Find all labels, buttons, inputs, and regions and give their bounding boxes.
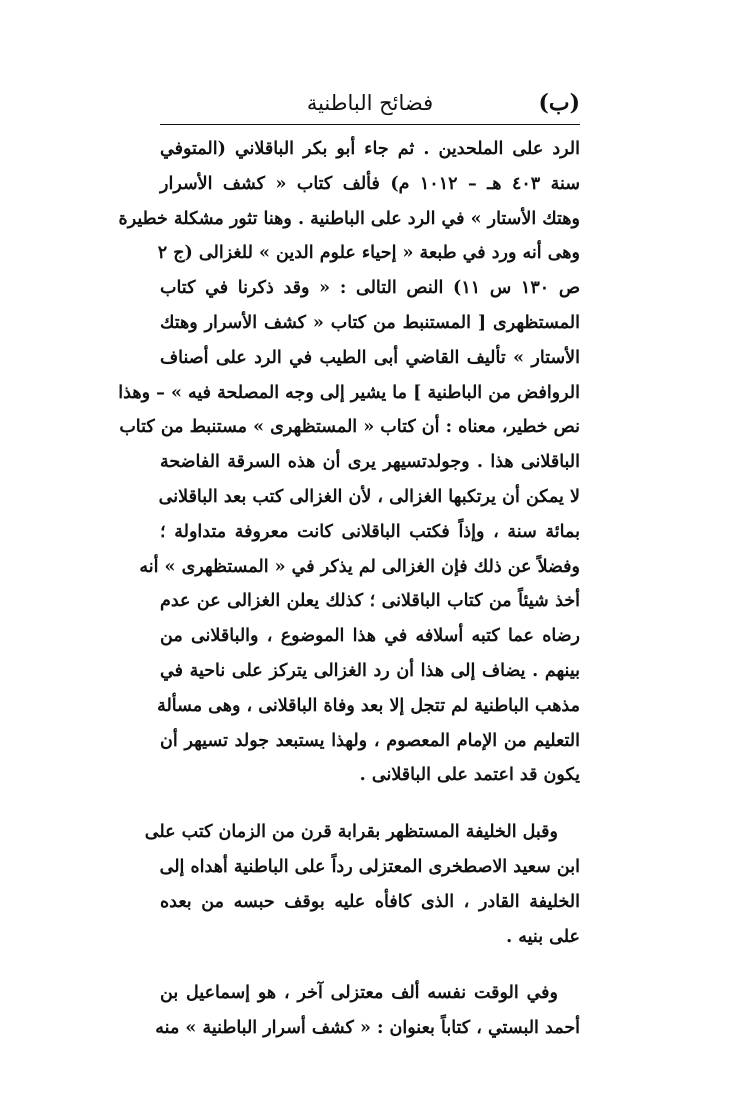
running-head (160, 86, 580, 120)
text-line: أخذ شيئاً من كتاب الباقلانى ؛ كذلك يعلن الغزالى عن عدم (160, 591, 580, 612)
header-rule (160, 124, 580, 125)
paragraph-gap (160, 954, 580, 976)
text-line: بمائة سنة ، وإذاً فكتب الباقلانى كانت معروفة متداولة ؛ (160, 521, 580, 542)
paragraph-gap (160, 793, 580, 815)
text-line: التعليم من الإمام المعصوم ، ولهذا يستبعد جولد تسيهر أن (160, 730, 580, 751)
page-marker: (ب) (538, 90, 580, 116)
text-line: الأستار » تأليف القاضي أبى الطيب في الرد على أصناف (160, 347, 580, 368)
paragraph (155, 976, 580, 1046)
text-line: وفي الوقت نفسه ألف معتزلى آخر ، هو إسماعيل بن (160, 983, 558, 1004)
text-line: أحمد البستي ، كتاباً بعنوان : « كشف أسرار الباطنية » منه (155, 1018, 580, 1039)
text-line: نص خطير، معناه : أن كتاب « المستظهرى » مستنبط من كتاب (119, 417, 580, 438)
text-line: رضاه عما كتبه أسلافه في هذا الموضوع ، والباقلانى من (160, 626, 580, 647)
text-line: ابن سعيد الاصطخرى المعتزلى رداً على الباطنية أهداه إلى (159, 856, 580, 877)
text-line: يكون قد اعتمد على الباقلانى . (359, 765, 580, 786)
text-line: وقبل الخليفة المستظهر بقرابة قرن من الزمان كتب على (144, 822, 558, 843)
text-line: سنة ٤٠٣ هـ – ١٠١٢ م) فألف كتاب « كشف الأسرار (160, 173, 580, 194)
running-title: فضائح الباطنية (306, 91, 434, 115)
text-line: ص ١٣٠ س ١١) النص التالى : « وقد ذكرنا في كتاب (160, 278, 580, 299)
text-line: لا يمكن أن يرتكبها الغزالى ، لأن الغزالى كتب بعد الباقلانى (158, 486, 580, 507)
text-line: مذهب الباطنية لم تتجل إلا بعد وفاة الباقلانى ، وهى مسألة (157, 695, 580, 716)
text-line: الروافض من الباطنية ] ما يشير إلى وجه المصلحة فيه » – وهذا (118, 382, 580, 403)
text-line: الخليفة القادر ، الذى كافأه عليه بوقف حبسه من بعده (160, 891, 580, 912)
text-line: وهى أنه ورد في طبعة « إحياء علوم الدين » للغزالى (ج ٢ (157, 243, 580, 264)
body-text (118, 132, 580, 1046)
text-line: وفضلاً عن ذلك فإن الغزالى لم يذكر في « المستظهرى » أنه (139, 556, 580, 577)
text-line: وهتك الأستار » في الرد على الباطنية . وهنا تثور مشكلة خطيرة (118, 208, 580, 229)
paragraph (118, 132, 580, 793)
text-line: الرد على الملحدين . ثم جاء أبو بكر الباقلاني (المتوفي (160, 139, 580, 159)
paragraph (144, 815, 580, 954)
text-line: بينهم . يضاف إلى هذا أن رد الغزالى يتركز على ناحية في (160, 660, 580, 681)
text-line: المستظهرى [ المستنبط من كتاب « كشف الأسرار وهتك (160, 312, 580, 333)
text-line: الباقلانى هذا . وجولدتسيهر يرى أن هذه السرقة الفاضحة (160, 452, 580, 473)
text-line: على بنيه . (506, 926, 580, 947)
